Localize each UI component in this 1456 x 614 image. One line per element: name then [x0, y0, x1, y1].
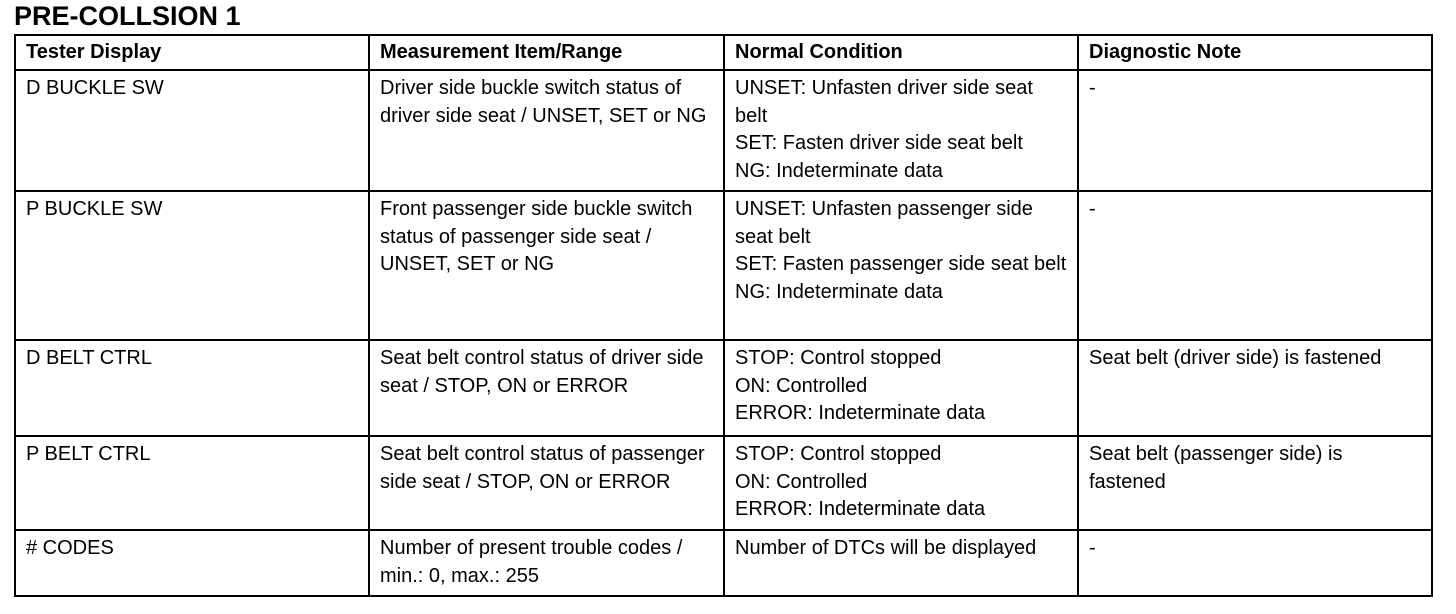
- normal-condition-line: ERROR: Indeterminate data: [735, 498, 986, 520]
- tester-display-cell: # CODES: [15, 530, 369, 596]
- diagnostic-note-cell: -: [1078, 70, 1432, 191]
- table-row: [15, 530, 1432, 596]
- normal-condition-cell: [724, 191, 1078, 340]
- measurement-cell: Seat belt control status of driver side seat / STOP, ON or ERROR: [369, 340, 724, 436]
- normal-condition-line: Number of DTCs will be displayed: [735, 537, 1037, 559]
- column-header-diagnostic-note: Diagnostic Note: [1078, 35, 1432, 70]
- table-row: [15, 436, 1432, 530]
- table-header-row: [15, 35, 1432, 70]
- page-title: PRE-COLLSION 1: [14, 1, 241, 31]
- table-row: [15, 70, 1432, 191]
- normal-condition-line: STOP: Control stopped: [735, 443, 942, 465]
- diagnostic-note-cell: -: [1078, 530, 1432, 596]
- measurement-cell: Number of present trouble codes / min.: 0, max.: 255: [369, 530, 724, 596]
- measurement-cell: Seat belt control status of passenger side seat / STOP, ON or ERROR: [369, 436, 724, 530]
- normal-condition-line: UNSET: Unfasten driver side seat belt: [735, 77, 1033, 127]
- diagnostic-note-cell: Seat belt (passenger side) is fastened: [1078, 436, 1432, 530]
- normal-condition-cell: [724, 530, 1078, 596]
- normal-condition-line: UNSET: Unfasten passenger side seat belt: [735, 198, 1033, 248]
- tester-display-cell: D BUCKLE SW: [15, 70, 369, 191]
- column-header-normal-condition: Normal Condition: [724, 35, 1078, 70]
- diagnostic-note-cell: Seat belt (driver side) is fastened: [1078, 340, 1432, 436]
- normal-condition-cell: [724, 70, 1078, 191]
- tester-display-cell: P BELT CTRL: [15, 436, 369, 530]
- table-row: [15, 191, 1432, 340]
- normal-condition-line: SET: Fasten driver side seat belt: [735, 132, 1023, 154]
- column-header-tester-display: Tester Display: [15, 35, 369, 70]
- normal-condition-line: ON: Controlled: [735, 374, 868, 397]
- normal-condition-cell: [724, 436, 1078, 530]
- tester-display-cell: P BUCKLE SW: [15, 191, 369, 340]
- measurement-cell: Front passenger side buckle switch status of passenger side seat / UNSET, SET or NG: [369, 191, 724, 340]
- normal-condition-line: NG: Indeterminate data: [735, 159, 943, 182]
- normal-condition-line: NG: Indeterminate data: [735, 280, 943, 303]
- normal-condition-cell: [724, 340, 1078, 436]
- tester-display-cell: D BELT CTRL: [15, 340, 369, 436]
- table-row: [15, 340, 1432, 436]
- diagnostic-note-cell: -: [1078, 191, 1432, 340]
- normal-condition-line: ON: Controlled: [735, 470, 868, 493]
- normal-condition-line: ERROR: Indeterminate data: [735, 402, 986, 424]
- data-table: [14, 34, 1433, 597]
- column-header-measurement: Measurement Item/Range: [369, 35, 724, 70]
- normal-condition-line: STOP: Control stopped: [735, 347, 942, 369]
- normal-condition-line: SET: Fasten passenger side seat belt: [735, 253, 1067, 275]
- measurement-cell: Driver side buckle switch status of driver side seat / UNSET, SET or NG: [369, 70, 724, 191]
